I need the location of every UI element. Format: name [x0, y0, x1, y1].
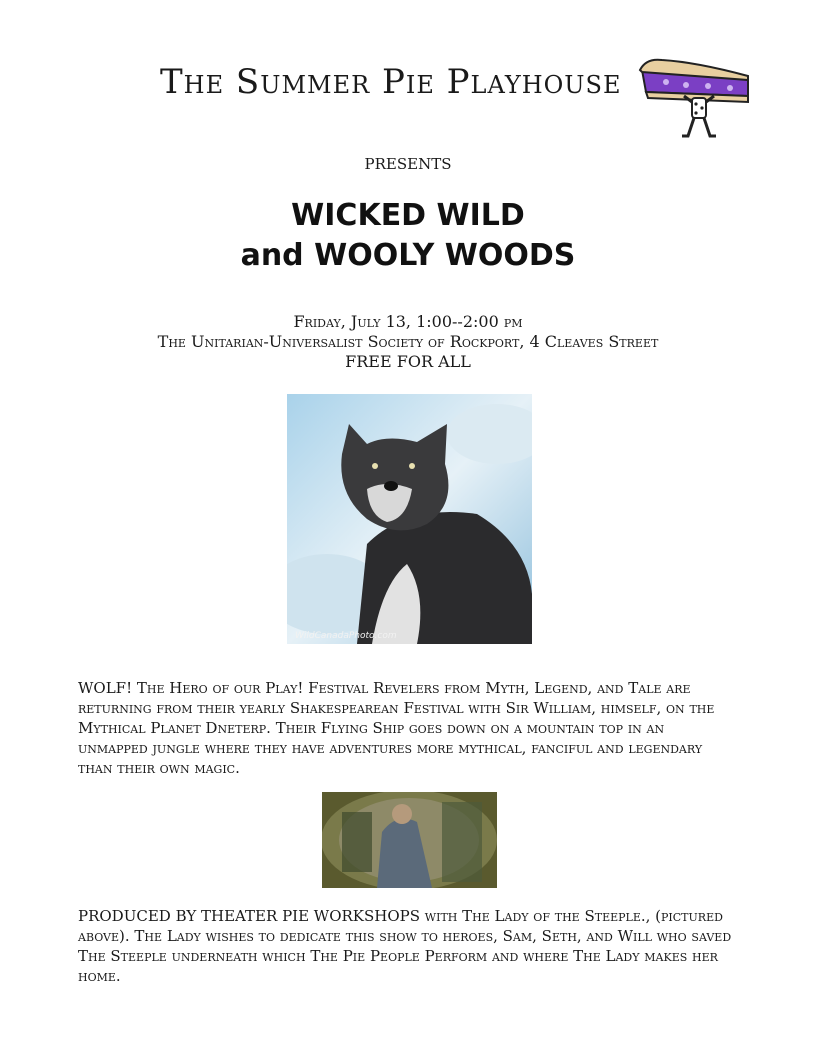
presents-text: presents — [364, 150, 452, 175]
description-paragraph: WOLF! The Hero of our Play! Festival Revelers from Myth, Legend, and Tale are returning from their yearly Shakespearean Festival with Sir William, himself, on the Mythical Planet Dneterp. Their Flying Ship goes down on a mountain top in an unmapped jungle where they have adventures more mythical, fanciful and legendary than their own magic. — [78, 679, 715, 777]
event-datetime: Friday, July 13, 1:00--2:00 pm — [293, 312, 523, 331]
pie-carrier-logo-icon — [636, 52, 754, 144]
show-title — [0, 196, 816, 276]
credits-paragraph: PRODUCED BY THEATER PIE WORKSHOPS with The Lady of the Steeple., (pictured above). The Lady wishes to dedicate this show to heroes, Sam, Seth, and Will who saved The Steeple underneath which The Pie People Perform and where The Lady makes her home. — [78, 907, 732, 985]
wolf-photo — [287, 394, 532, 644]
event-info — [0, 312, 816, 372]
event-admission: FREE FOR ALL — [345, 352, 471, 371]
show-title-line-1: WICKED WILD — [291, 198, 525, 233]
org-title: The Summer Pie Playhouse — [160, 62, 622, 102]
wolf-photo-watermark: WildCanadaPhoto.com — [295, 631, 397, 641]
event-location: The Unitarian-Universalist Society of Rockport, 4 Cleaves Street — [157, 332, 659, 351]
show-title-line-2: and WOOLY WOODS — [240, 238, 576, 273]
lady-of-the-steeple-photo — [322, 792, 497, 888]
